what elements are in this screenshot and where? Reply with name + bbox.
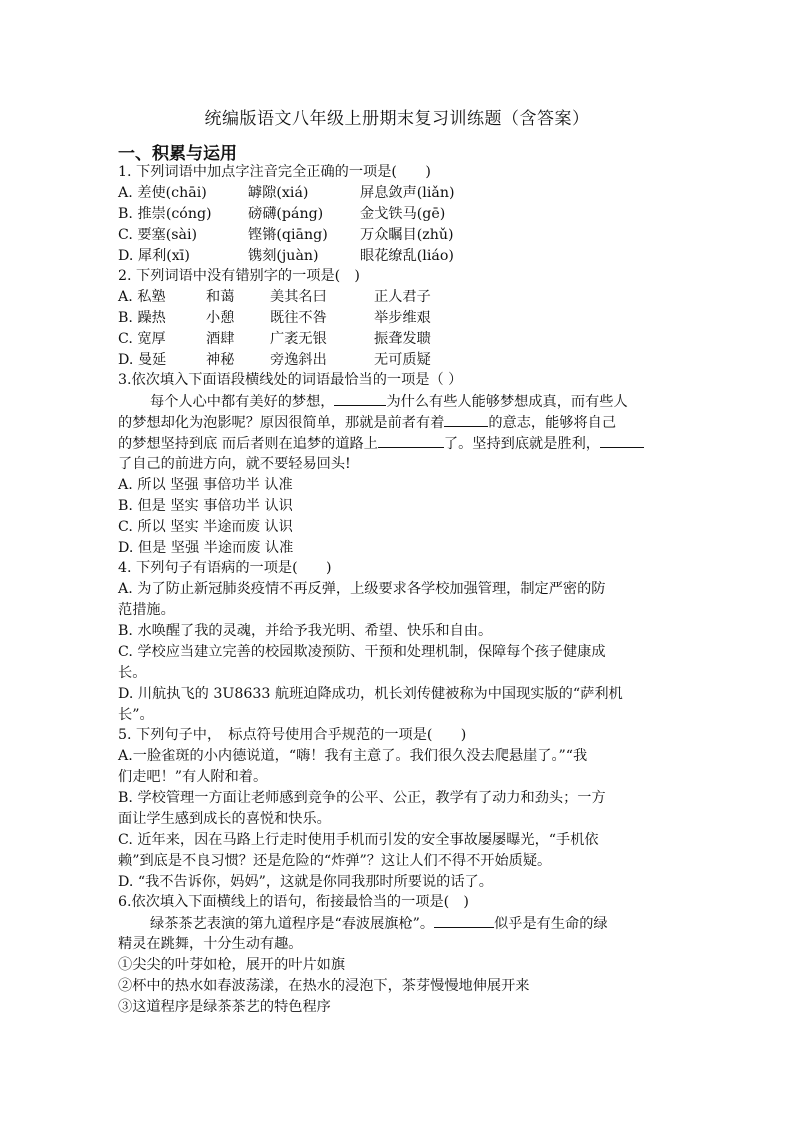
q5-line: A.一脸雀斑的小内德说道，“嗨！我有主意了。我们很久没去爬悬崖了。”“我 — [118, 748, 588, 764]
q5-line: 面让学生感到成长的喜悦和快乐。 — [118, 811, 331, 827]
q3-passage-line2 — [118, 412, 616, 433]
q3-p3a: 的梦想坚持到底 而后者则在追梦的道路上 — [118, 436, 378, 452]
q1-a-word2: 罅隙(xiá) — [248, 185, 309, 201]
q4-line: 长”。 — [118, 707, 154, 723]
q2-a-word4: 正人君子 — [374, 289, 431, 305]
q2-a-word2: 和蔼 — [206, 289, 235, 305]
q1-d-word1: D. 犀利(xī) — [118, 248, 190, 264]
q2-b-word3: 既往不咎 — [270, 310, 327, 326]
q1-a-word1: A. 差使(chāi) — [118, 185, 207, 201]
q2-option-a — [118, 287, 431, 307]
q2-option-c — [118, 329, 431, 349]
section-heading: 一、积累与运用 — [118, 144, 237, 164]
q2-d-word1: D. 曼延 — [118, 352, 167, 368]
page-title: 统编版语文八年级上册期末复习训练题（含答案） — [204, 109, 590, 129]
q3-stem: 3.依次填入下面语段横线处的词语最恰当的一项是（ ） — [118, 372, 463, 388]
q6-stem: 6.依次填入下面横线上的语句，衔接最恰当的一项是( ) — [118, 894, 469, 910]
q5-stem: 5. 下列句子中， 标点符号使用合乎规范的一项是( ) — [118, 727, 467, 743]
q2-c-word4: 振聋发聩 — [374, 331, 431, 347]
q1-c-word3: 万众瞩目(zhǔ) — [360, 227, 454, 243]
q3-passage-line3 — [118, 433, 644, 454]
q2-option-d — [118, 350, 431, 370]
q3-blank-4 — [600, 433, 644, 448]
q2-d-word4: 无可质疑 — [374, 352, 431, 368]
q2-c-word1: C. 宽厚 — [118, 331, 166, 347]
q4-line: A. 为了防止新冠肺炎疫情不再反弹，上级要求各学校加强管理，制定严密的防 — [118, 581, 606, 597]
q1-option-c — [118, 225, 500, 245]
q3-blank-3 — [378, 433, 444, 448]
q2-b-word4: 举步维艰 — [374, 310, 431, 326]
q2-c-word2: 酒肆 — [206, 331, 235, 347]
q2-c-word3: 广袤无银 — [270, 331, 327, 347]
q1-b-word3: 金戈铁马(gē) — [360, 206, 446, 222]
q4-line: 范措施。 — [118, 602, 175, 618]
q3-p2a: 的梦想却化为泡影呢？原因很简单，那就是前者有着 — [118, 415, 445, 431]
q2-b-word2: 小憩 — [206, 310, 235, 326]
q4-line: C. 学校应当建立完善的校园欺凌预防、干预和处理机制，保障每个孩子健康成 — [118, 644, 606, 660]
q2-d-word3: 旁逸斜出 — [270, 352, 327, 368]
q1-b-word2: 磅礴(páng) — [248, 206, 324, 222]
q4-line: B. 水唤醒了我的灵魂，并给予我光明、希望、快乐和自由。 — [118, 623, 493, 639]
q6-item: ①尖尖的叶芽如枪，展开的叶片如旗 — [118, 957, 346, 973]
q1-a-word3: 屏息敛声(liǎn) — [360, 185, 455, 201]
q6-p1b: 似乎是有生命的绿 — [494, 916, 608, 932]
q2-a-word1: A. 私塾 — [118, 289, 166, 305]
q5-line: C. 近年来，因在马路上行走时使用手机而引发的安全事故屡屡曝光，“手机依 — [118, 832, 599, 848]
q3-option-b: B. 但是 坚实 事倍功半 认识 — [118, 498, 293, 514]
q6-passage-line1 — [150, 913, 608, 934]
q1-stem: 1. 下列词语中加点字注音完全正确的一项是( ) — [118, 164, 431, 180]
q5-line: B. 学校管理一方面让老师感到竞争的公平、公正，教学有了动力和劲头；一方 — [118, 790, 606, 806]
q6-item: ②杯中的热水如春波荡漾，在热水的浸泡下，茶芽慢慢地伸展开来 — [118, 978, 530, 994]
q3-option-c: C. 所以 坚实 半途而废 认识 — [118, 519, 293, 535]
q3-p4: 了自己的前进方向，就不要轻易回头! — [118, 456, 351, 472]
q3-blank-1 — [334, 391, 386, 406]
q4-line: 长。 — [118, 665, 147, 681]
q6-p1a: 绿茶茶艺表演的第九道程序是“春波展旗枪”。 — [150, 916, 435, 932]
q3-option-d: D. 但是 坚强 半途而废 认准 — [118, 540, 294, 556]
q2-option-b — [118, 308, 431, 328]
q5-line: D. “我不告诉你，妈妈”，这就是你同我那时所要说的话了。 — [118, 874, 493, 890]
q1-b-word1: B. 推崇(cóng) — [118, 206, 212, 222]
q2-stem: 2. 下列词语中没有错别字的一项是( ) — [118, 268, 360, 284]
q3-passage-line1 — [150, 391, 628, 412]
q3-blank-2 — [444, 412, 488, 427]
q1-d-word2: 镌刻(juàn) — [248, 248, 319, 264]
q6-item: ③这道程序是绿茶茶艺的特色程序 — [118, 999, 331, 1015]
q4-stem: 4. 下列句子有语病的一项是( ) — [118, 560, 332, 576]
q1-option-b — [118, 204, 500, 224]
q1-c-word1: C. 要塞(sài) — [118, 227, 198, 243]
q6-p2: 精灵在跳舞，十分生动有趣。 — [118, 936, 303, 952]
q4-line: D. 川航执飞的 3U8633 航班迫降成功，机长刘传健被称为中国现实版的“萨利机 — [118, 686, 623, 702]
q3-p1b: 为什么有些人能够梦想成真，而有些人 — [386, 394, 628, 410]
q1-option-d — [118, 246, 500, 266]
q3-option-a: A. 所以 坚强 事倍功半 认准 — [118, 477, 293, 493]
q5-line: 们走吧！”有人附和着。 — [118, 769, 268, 785]
q5-line: 赖”到底是不良习惯？还是危险的“炸弹”？这让人们不得不开始质疑。 — [118, 853, 552, 869]
q2-a-word3: 美其名曰 — [270, 289, 327, 305]
q3-p2b: 的意志，能够将自己 — [488, 415, 617, 431]
q3-p1a: 每个人心中都有美好的梦想， — [150, 394, 335, 410]
q2-d-word2: 神秘 — [206, 352, 235, 368]
q6-blank — [434, 913, 494, 928]
q1-d-word3: 眼花缭乱(liáo) — [360, 248, 454, 264]
q3-p3b: 了。坚持到底就是胜利， — [443, 436, 600, 452]
q1-option-a — [118, 183, 500, 203]
q2-b-word1: B. 躁热 — [118, 310, 166, 326]
q1-c-word2: 铿锵(qiāng) — [248, 227, 328, 243]
